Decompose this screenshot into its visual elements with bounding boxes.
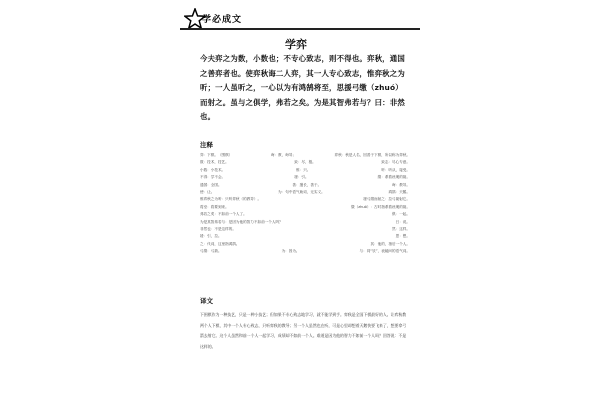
note-item: 惟弈秋之为听：只听弈秋（的教导）。	[200, 197, 262, 202]
note-item: 诲：教，诲导；	[270, 153, 297, 157]
note-item: 使：让。	[200, 189, 215, 194]
note-item: 援弓缴而射之：拉弓箭射它。	[363, 197, 410, 202]
note-item: 援：引。	[294, 175, 309, 180]
note-item: 为是其智弗若与：是因为他的智力不如前一个人吗？	[200, 219, 283, 224]
note-row	[200, 219, 410, 226]
note-item: 致：尽，极。	[294, 160, 316, 165]
note-item: 缴（zhuó）：古时指系着丝绳的箭。	[351, 204, 410, 209]
note-item: 不得：学不会。	[200, 175, 226, 180]
translation-heading: 译文	[200, 297, 213, 305]
note-item: 听：听从，接受。	[381, 167, 410, 172]
notes-list	[200, 152, 410, 255]
note-item: 通国：全国。	[200, 182, 222, 187]
note-item: 诲：教导。	[392, 182, 410, 187]
note-row	[200, 159, 410, 166]
page-header	[172, 6, 420, 30]
note-row	[200, 248, 410, 255]
note-row	[200, 174, 410, 181]
note-item: 缴：系着丝绳的箭。	[377, 175, 410, 180]
note-item: 善：擅长，善于。	[292, 182, 322, 187]
notes-heading: 注释	[200, 141, 213, 149]
document-page	[172, 0, 420, 400]
note-item: 惟：只。	[296, 167, 311, 172]
note-item: 为：句中语气助词，无实义。	[278, 189, 325, 194]
note-item: 致志：尽心专意。	[381, 160, 410, 165]
note-row	[200, 226, 410, 233]
note-item: 非然也：不是这样的。	[200, 226, 236, 231]
header-rule	[180, 28, 420, 30]
translation-text: 下围棋作为一种技艺，只是一种小技艺；但如果不专心致志地学习，就不能学到手。弈秋是全国下棋最好的人。让弈秋教两个人下棋，其中一个人专心致志，只听弈秋的教导；另一个人虽然也在听，可是心里却想着天鹅快要飞来了，想要拿弓箭去射它。这个人虽然和前一个人一起学习，成绩却不如前一个人。难道是因为他的智力不如前一个人吗？回答说：不是这样的。	[200, 312, 407, 349]
article-body: 今夫弈之为数，小数也；不专心致志，则不得也。弈秋，通国之善弈者也。使弈秋诲二人弈，其一人专心致志，惟弈秋之为听；一人虽听之，一心以为有鸿鹄将至，思援弓缴（zhuó）而射之。虽与之俱学，弗若之矣。为是其智弗若与？曰：非然也。	[200, 54, 405, 121]
note-item: 思：想。	[395, 234, 410, 239]
note-item: 曰：说。	[395, 219, 410, 224]
note-item: 弈：下棋。（围棋）	[200, 153, 233, 157]
article-title: 学弈	[285, 38, 307, 51]
note-item: 弈秋：秋是人名，因善于下棋，所以称为弈秋。	[334, 153, 410, 157]
note-item: 援：引，拉。	[200, 234, 222, 239]
note-item: 为：因为。	[281, 249, 300, 254]
note-item: 数：技术，技艺。	[200, 160, 229, 165]
note-item: 其：他的，指后一个人。	[370, 241, 410, 246]
note-item: 与：同“欤”，表疑问的语气词。	[359, 249, 410, 254]
note-row	[200, 196, 410, 203]
note-item: 俱：一起。	[392, 212, 410, 217]
note-item: 将至：将要到来。	[200, 204, 229, 209]
note-row	[200, 152, 410, 159]
note-item: 弗若之矣：不如前一个人了。	[200, 212, 247, 217]
note-row	[200, 189, 410, 196]
header-title: 学必成文	[202, 15, 243, 25]
note-item: 小数：小技术。	[200, 167, 226, 172]
note-item: 鸿鹄：天鹅。	[388, 189, 410, 194]
note-item: 然：这样。	[392, 226, 410, 231]
note-item: 弓缴：弓箭。	[200, 249, 222, 254]
note-row	[200, 182, 410, 189]
note-row	[200, 204, 410, 211]
note-row	[200, 211, 410, 218]
note-row	[200, 167, 410, 174]
note-row	[200, 233, 410, 240]
note-item: 之：代词，这里指鸿鹄。	[200, 241, 240, 246]
note-row	[200, 241, 410, 248]
